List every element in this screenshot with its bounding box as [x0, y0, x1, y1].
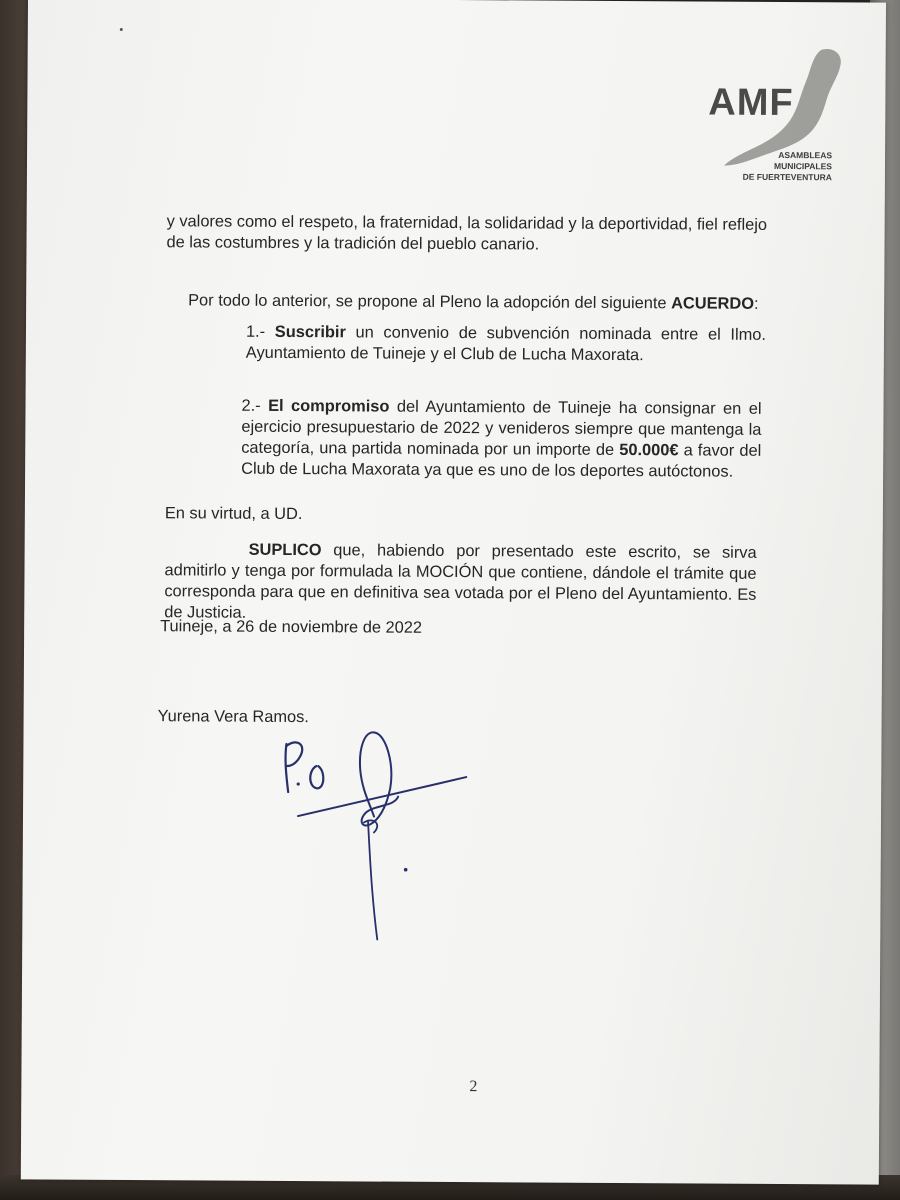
item-bold: El compromiso [268, 396, 390, 416]
proposal-bold: ACUERDO [671, 294, 755, 313]
item-text-end: a favor del Club de Lucha Maxorata ya que es uno de los deportes autóctonos. [241, 441, 762, 481]
agreement-item-2 [241, 396, 762, 483]
place-date: Tuineje, a 26 de noviembre de 2022 [160, 617, 423, 637]
item-text: del Ayuntamiento de Tuineje ha consignar en el ejercicio presupuestario de 2022 y venideros siempre que mantenga la categoría, una partida nominada por un importe de [241, 397, 762, 459]
item-bold: Suscribir [274, 322, 346, 342]
logo-subtitle-line: DE FUERTEVENTURA [742, 171, 832, 183]
proposal-colon: : [753, 294, 759, 313]
item-number: 1.- [245, 322, 275, 341]
paragraph-virtud: En su virtud, a UD. [164, 504, 303, 524]
paragraph-proposal [188, 290, 808, 315]
logo-subtitle [722, 150, 832, 184]
document-body [157, 203, 787, 727]
logo-subtitle-line: ASAMBLEAS [778, 149, 833, 161]
agreement-item-1 [246, 322, 766, 367]
signature-drawing [277, 724, 478, 955]
suplico-text: que, habiendo por presentado este escrito, se sirva admitirlo y tenga por formulada la MOCIÓN que contiene, dándole el trámite que corresponda para que en definitiva sea votada por el Pleno del Ayuntamiento. Es de Justicia. [164, 541, 757, 622]
suplico-bold: SUPLICO [248, 540, 322, 560]
paragraph-values: y valores como el respeto, la fraternidad, la solidaridad y la deportividad, fiel reflejo de las costumbres y la tradición del pueblo canario. [166, 212, 768, 254]
paper-speck [120, 28, 123, 31]
proposal-text: Por todo lo anterior, se propone al Pleno la adopción del siguiente [188, 291, 672, 313]
item-number: 2.- [241, 396, 269, 415]
handwritten-signature [277, 724, 478, 960]
amf-logo [702, 42, 853, 193]
signer-name: Yurena Vera Ramos. [157, 707, 309, 727]
document-page [21, 0, 886, 1185]
paragraph-suplico [164, 539, 757, 627]
logo-subtitle-line: MUNICIPALES [774, 160, 833, 172]
indent-space [165, 554, 249, 555]
page-number: 2 [469, 1078, 478, 1096]
logo-acronym: AMF [708, 81, 794, 125]
item-text: un convenio de subvención nominada entre el Ilmo. Ayuntamiento de Tuineje y el Club de Lucha Maxorata. [245, 323, 767, 365]
item-amount: 50.000€ [619, 440, 679, 460]
